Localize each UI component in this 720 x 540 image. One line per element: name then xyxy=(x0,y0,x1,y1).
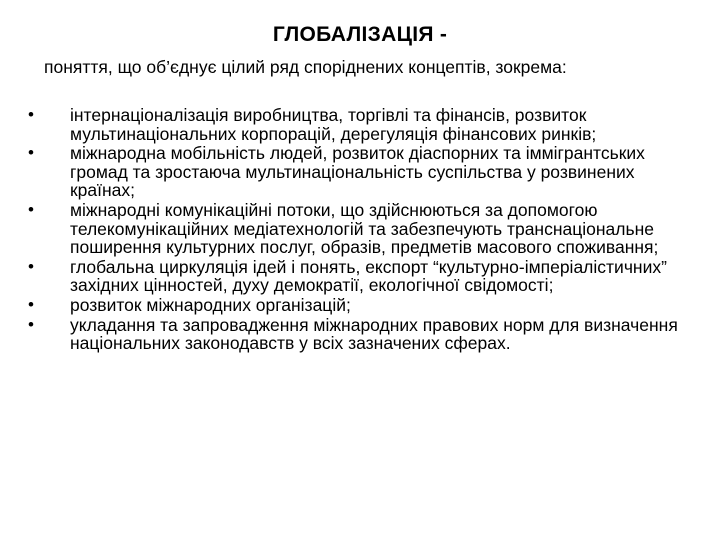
slide-title: ГЛОБАЛІЗАЦІЯ - xyxy=(272,23,448,46)
bullet-item xyxy=(28,316,698,353)
bullet-text: укладання та запровадження міжнародних правових норм для визначення національних законодавств у всіх зазначених сферах. xyxy=(70,314,678,354)
bullet-item xyxy=(28,296,698,315)
bullet-icon: • xyxy=(28,199,34,219)
bullet-item xyxy=(28,144,698,200)
bullet-list xyxy=(28,106,698,354)
bullet-text: інтернаціоналізація виробництва, торгівлі та фінансів, розвиток мультинаціональних корпорацій, дерегуляція фінансових ринків; xyxy=(70,105,597,144)
bullet-icon: • xyxy=(28,105,34,124)
bullet-text: глобальна циркуляція ідей і понять, експорт “культурно-імперіалістичних” західних цінностей, духу демократії, екологічної свідомості; xyxy=(70,256,667,296)
bullet-icon: • xyxy=(28,314,34,334)
bullet-text: міжнародна мобільність людей, розвиток діаспорних та іммігрантських громад та зростаюча мультинаціональність суспільства у розвинених країнах; xyxy=(70,143,645,201)
bullet-text: розвиток міжнародних організацій; xyxy=(70,294,351,315)
bullet-icon: • xyxy=(28,256,34,276)
bullet-item xyxy=(28,258,698,295)
bullet-text: міжнародні комунікаційні потоки, що здійснюються за допомогою телекомунікаційних медіатехнологій та забезпечують транснаціональне поширення культурних послуг, образів, предметів масового споживання; xyxy=(70,199,659,258)
bullet-icon: • xyxy=(28,294,34,314)
bullet-item xyxy=(28,106,698,143)
bullet-item xyxy=(28,201,698,257)
slide-subtitle: поняття, що об’єднує цілий ряд споріднених концептів, зокрема: xyxy=(44,57,567,77)
bullet-icon: • xyxy=(28,143,34,163)
